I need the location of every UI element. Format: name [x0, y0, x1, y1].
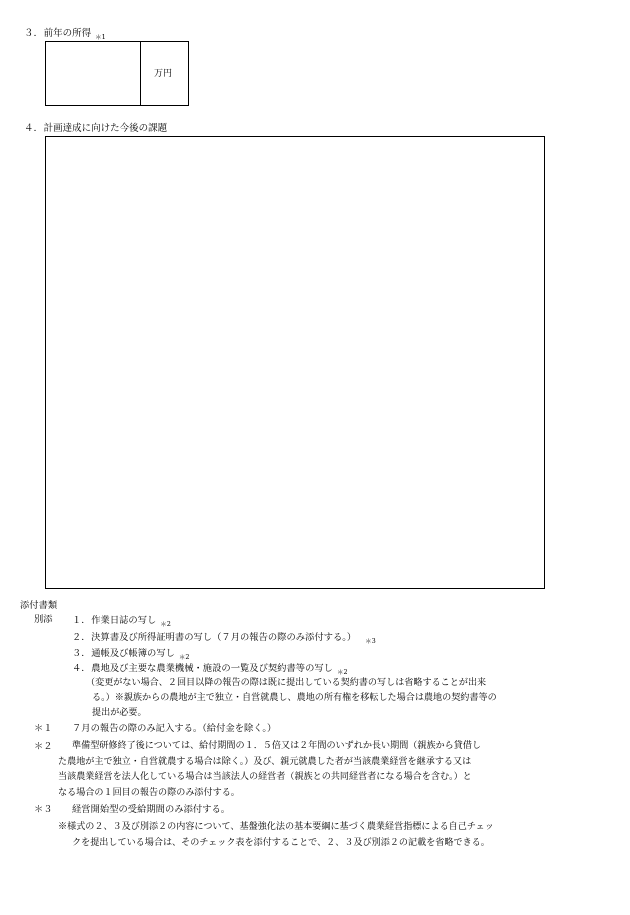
note-2-line-4: なる場合の１回目の報告の際のみ添付する。: [58, 788, 240, 798]
attachment-item-4-detail-2: る。）※親族からの農地が主で独立・自営就農し、農地の所有権を移転した場合は農地の契約書等の: [92, 693, 497, 703]
attachment-item-3: ３. 通帳及び帳簿の写し $_{*2}$: [72, 648, 190, 661]
attachments-heading: 添付書類: [20, 600, 58, 611]
section3-note-mark: ＊1: [95, 33, 106, 41]
issues-text-box[interactable]: [45, 136, 545, 589]
section4-number: ４.: [24, 123, 37, 134]
attachment-prefix: 別添: [34, 614, 53, 625]
footer-note-line-1: ※様式の２、３及び別添２の内容について、基盤強化法の基本要綱に基づく農業経営指標による自己チェッ: [58, 822, 494, 832]
section4-title: 計画達成に向けた今後の課題: [43, 123, 168, 134]
section3-number: ３.: [24, 28, 37, 39]
note-1-mark: ＊１: [34, 723, 53, 734]
note-2-line-2: た農地が主で独立・自営就農する場合は除く。）及び、親元就農した者が当該農業経営を継承する又は: [58, 757, 472, 767]
attachment-item-4-detail-3: 提出が必要。: [92, 708, 147, 718]
note-2-line-1: 準備型研修終了後については、給付期間の１．５倍又は２年間のいずれか長い期間（親族から貸借し: [72, 741, 482, 751]
note-3-mark: ＊３: [34, 804, 53, 815]
attachment-item-1: １. 作業日誌の写し $_{*2}$: [72, 615, 171, 628]
footer-note-line-2: クを提出している場合は、そのチェック表を添付することで、２、３及び別添２の記載を省略できる。: [72, 838, 490, 848]
income-unit-label: 万円: [154, 69, 173, 79]
note-2-mark: ＊２: [34, 741, 53, 752]
section3-heading: [24, 29, 106, 39]
attachment-item-2: ２. 決算書及び所得証明書の写し（７月の報告の際のみ添付する。） $_{*3}$: [72, 632, 376, 645]
section3-title: 前年の所得: [43, 28, 92, 39]
attachment-item-4-detail-1: （変更がない場合、２回目以降の報告の際は既に提出している契約書の写しは省略することが出来: [86, 678, 487, 688]
attachment-item-4: ４. 農地及び主要な農業機械・施設の一覧及び契約書等の写し $_{*2}$: [72, 663, 348, 676]
section4-heading: [24, 124, 167, 134]
note-1-line-1: ７月の報告の際のみ記入する。（給付金を除く。）: [72, 723, 277, 734]
note-3-line-1: 経営開始型の受給期間のみ添付する。: [72, 804, 231, 815]
note-2-line-3: 当該農業経営を法人化している場合は当該法人の経営者（親族との共同経営者になる場合を含む。）と: [58, 772, 472, 782]
